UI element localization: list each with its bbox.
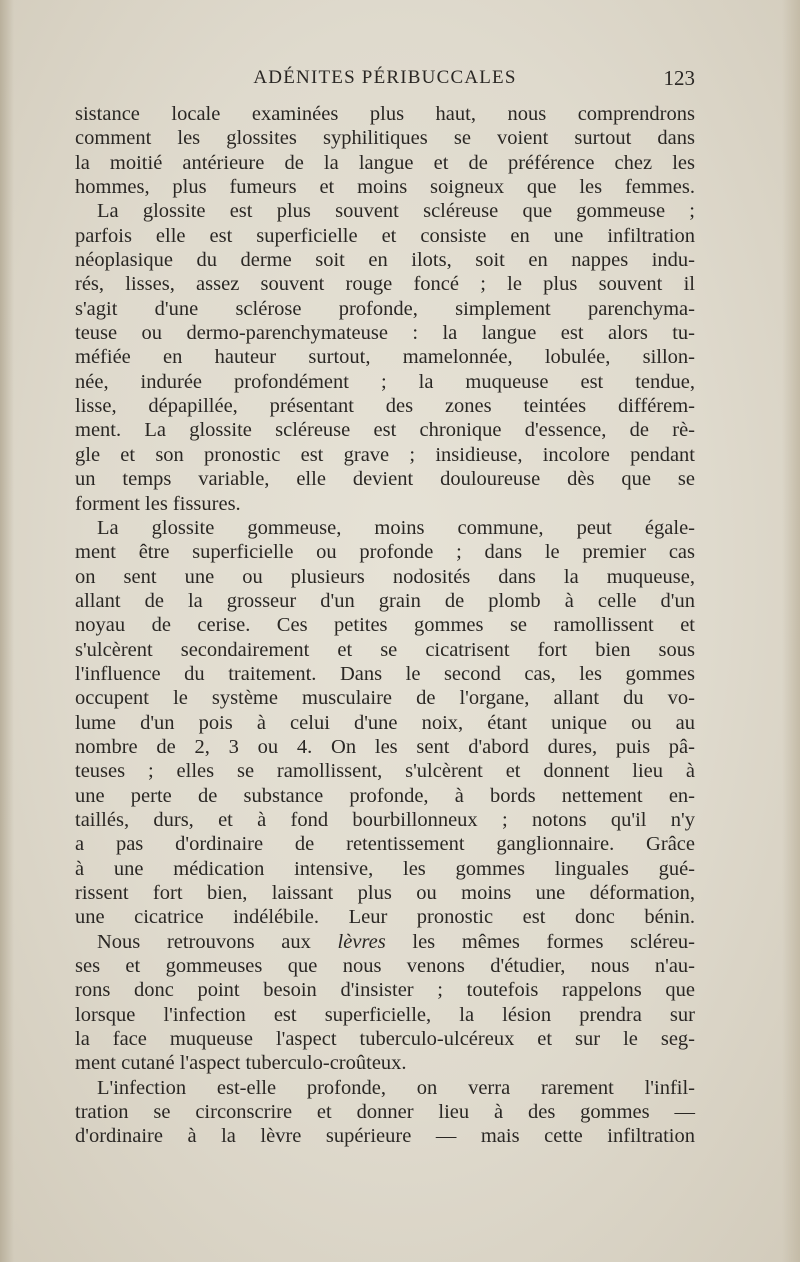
text-line: taillés, durs, et à fond bourbillonneux ; notons qu'il n'y xyxy=(75,808,695,831)
running-head xyxy=(75,64,695,92)
text-line: ment être superficielle ou profonde ; dans le premier cas xyxy=(75,541,695,564)
text-line: lorsque l'infection est superficielle, la lésion prendra sur xyxy=(75,1003,695,1026)
text-line: d'ordinaire à la lèvre supérieure — mais cette infiltration xyxy=(75,1125,695,1148)
text-line: ment cutané l'aspect tuberculo-croûteux. xyxy=(75,1052,407,1075)
text-line: un temps variable, elle devient douloureuse dès que se xyxy=(75,468,695,491)
body-text xyxy=(75,102,695,1149)
text-segment: Nous retrouvons aux xyxy=(97,930,338,953)
text-line: a pas d'ordinaire de retentissement ganglionnaire. Grâce xyxy=(75,833,695,856)
text-line: née, indurée profondément ; la muqueuse est tendue, xyxy=(75,370,695,393)
text-line: sistance locale examinées plus haut, nous comprendrons xyxy=(75,103,695,125)
text-line xyxy=(75,930,695,954)
page-edge-shadow-left xyxy=(0,0,14,1262)
text-line: néoplasique du derme soit en ilots, soit en nappes indu- xyxy=(75,249,695,272)
text-line: gle et son pronostic est grave ; insidieuse, incolore pendant xyxy=(75,443,695,466)
page-number: 123 xyxy=(663,66,695,90)
text-line: lisse, dépapillée, présentant des zones teintées différem- xyxy=(75,395,695,418)
text-line: nombre de 2, 3 ou 4. On les sent d'abord dures, puis pâ- xyxy=(75,735,695,758)
text-line: rons donc point besoin d'insister ; toutefois rappelons que xyxy=(75,979,695,1002)
text-line: comment les glossites syphilitiques se voient surtout dans xyxy=(75,127,695,150)
text-line: teuses ; elles se ramollissent, s'ulcèrent et donnent lieu à xyxy=(75,760,695,783)
text-line: L'infection est-elle profonde, on verra rarement l'infil- xyxy=(97,1076,695,1099)
text-line: s'agit d'une sclérose profonde, simplement parenchyma- xyxy=(75,297,695,320)
text-line: une perte de substance profonde, à bords nettement en- xyxy=(75,784,695,807)
text-line: occupent le système musculaire de l'organe, allant du vo- xyxy=(75,687,695,710)
text-line: à une médication intensive, les gommes linguales gué- xyxy=(75,857,695,880)
italic-term: lèvres xyxy=(337,930,386,953)
text-line: noyau de cerise. Ces petites gommes se ramollissent et xyxy=(75,614,695,637)
text-line: rissent fort bien, laissant plus ou moins une déformation, xyxy=(75,882,695,904)
text-line: allant de la grosseur d'un grain de plomb à celle d'un xyxy=(75,589,695,612)
text-line: La glossite gommeuse, moins commune, peut égale- xyxy=(97,516,695,539)
text-line: s'ulcèrent secondairement et se cicatrisent fort bien sous xyxy=(75,638,695,661)
text-line: ment. La glossite scléreuse est chronique d'essence, de rè- xyxy=(75,419,695,442)
text-segment: les mêmes formes scléreu- xyxy=(385,930,696,953)
page-edge-shadow-right xyxy=(782,0,800,1262)
text-line: lume d'un pois à celui d'une noix, étant unique ou au xyxy=(75,711,695,734)
text-line: forment les fissures. xyxy=(75,492,241,515)
text-line: parfois elle est superficielle et consiste en une infiltration xyxy=(75,224,695,247)
text-line: une cicatrice indélébile. Leur pronostic est donc bénin. xyxy=(75,906,695,929)
text-line: hommes, plus fumeurs et moins soigneux que les femmes. xyxy=(75,176,695,199)
text-line: méfiée en hauteur surtout, mamelonnée, lobulée, sillon- xyxy=(75,346,695,369)
text-line: la face muqueuse l'aspect tuberculo-ulcéreux et sur le seg- xyxy=(75,1028,695,1051)
text-line: l'influence du traitement. Dans le second cas, les gommes xyxy=(75,662,695,685)
running-head-title: ADÉNITES PÉRIBUCCALES xyxy=(253,67,517,88)
text-line: ses et gommeuses que nous venons d'étudier, nous n'au- xyxy=(75,955,695,978)
text-line: tration se circonscrire et donner lieu à des gommes — xyxy=(75,1101,695,1124)
text-line: teuse ou dermo-parenchymateuse : la langue est alors tu- xyxy=(75,322,695,345)
text-line: rés, lisses, assez souvent rouge foncé ; le plus souvent il xyxy=(75,273,695,296)
text-line: on sent une ou plusieurs nodosités dans la muqueuse, xyxy=(75,565,695,588)
text-line: la moitié antérieure de la langue et de préférence chez les xyxy=(75,151,695,174)
text-line: La glossite est plus souvent scléreuse que gommeuse ; xyxy=(97,200,695,223)
